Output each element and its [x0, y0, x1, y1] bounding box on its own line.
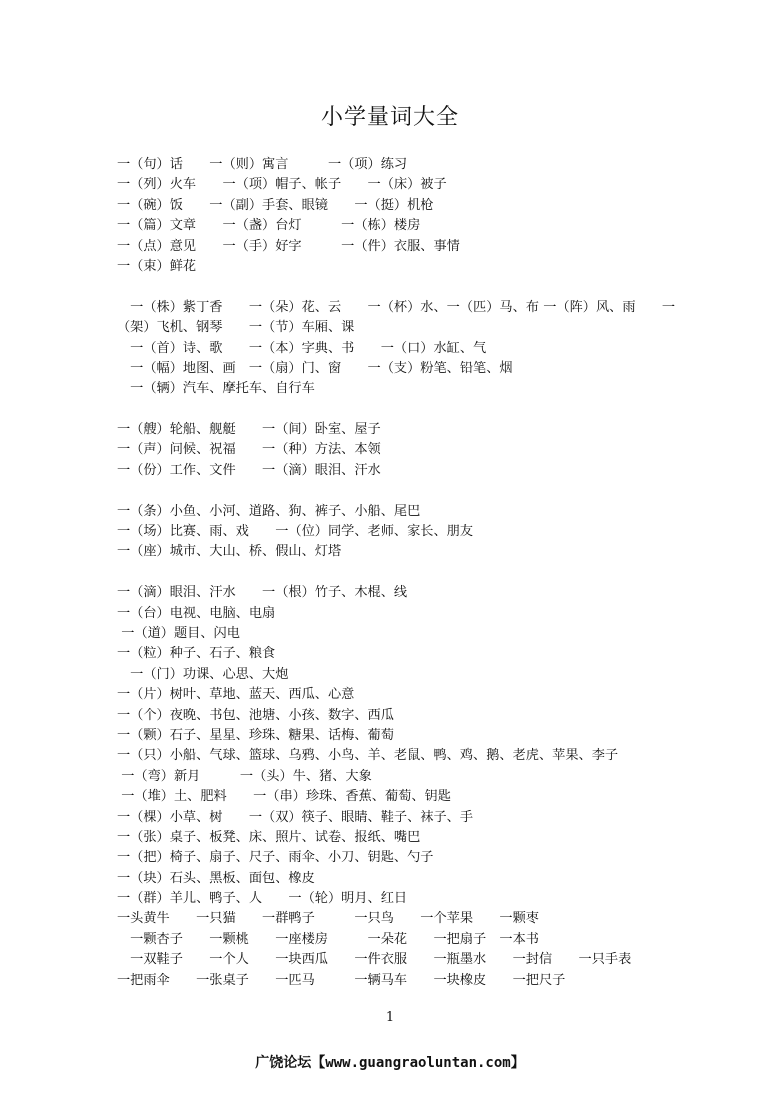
text-line: 一（滴）眼泪、汗水 一（根）竹子、木棍、线 — [117, 585, 408, 601]
text-line: 一（篇）文章 一（盏）台灯 一（栋）楼房 — [117, 218, 421, 234]
paragraph-gap — [117, 481, 757, 501]
text-line: 一（粒）种子、石子、粮食 — [117, 646, 276, 662]
text-line: 一（碗）饭 一（副）手套、眼镜 一（挺）机枪 — [117, 197, 434, 213]
paragraph-gap — [117, 277, 757, 297]
text-line: 一（把）椅子、扇子、尺子、雨伞、小刀、钥匙、勺子 — [117, 850, 434, 866]
text-line: 一（句）话 一（则）寓言 一（项）练习 — [117, 157, 408, 172]
text-line: 一（列）火车 一（项）帽子、帐子 一（床）被子 — [117, 177, 447, 193]
text-line: 一（株）紫丁香 一（朵）花、云 一（杯）水、一（匹）马、布 一（阵）风、雨 一 — [117, 299, 676, 315]
text-line: 一（门）功课、心思、大炮 — [117, 666, 289, 682]
text-line: 一（堆）土、肥料 一（串）珍珠、香蕉、葡萄、钥匙 — [117, 789, 451, 805]
text-line: 一头黄牛 一只猫 一群鸭子 一只鸟 一个苹果 一颗枣 — [117, 911, 539, 927]
paragraph-gap — [117, 400, 757, 420]
text-line: 一（点）意见 一（手）好字 一（件）衣服、事情 — [117, 238, 460, 254]
text-line: 一（声）问候、祝福 一（种）方法、本领 — [117, 442, 381, 458]
text-line: 一颗杏子 一颗桃 一座楼房 一朵花 一把扇子 一本书 — [117, 931, 539, 947]
text-line: 一（份）工作、文件 一（滴）眼泪、汗水 — [117, 462, 381, 478]
text-line: 一（座）城市、大山、桥、假山、灯塔 — [117, 544, 342, 560]
footer-watermark: 广饶论坛【www.guangraoluntan.com】 — [255, 1055, 525, 1071]
text-line: 一（艘）轮船、舰艇 一（间）卧室、屋子 — [117, 422, 381, 438]
text-line: 一（弯）新月 一（头）牛、猪、大象 — [117, 768, 372, 784]
document-title: 小学量词大全 — [320, 105, 459, 130]
page-number: 1 — [385, 1010, 395, 1025]
document-body — [117, 155, 757, 991]
text-line: 一（辆）汽车、摩托车、自行车 — [117, 381, 315, 397]
text-line: 一（只）小船、气球、篮球、乌鸦、小鸟、羊、老鼠、鸭、鸡、鹅、老虎、苹果、李子 — [117, 748, 619, 764]
text-line: （架）飞机、钢琴 一（节）车厢、课 — [117, 320, 355, 336]
text-line: 一（块）石头、黑板、面包、橡皮 — [117, 870, 315, 886]
paragraph-gap — [117, 563, 757, 583]
text-line: 一（条）小鱼、小河、道路、狗、裤子、小船、尾巴 — [117, 503, 421, 519]
text-line: 一（个）夜晚、书包、池塘、小孩、数字、西瓜 — [117, 707, 394, 723]
text-line: 一（幅）地图、画 一（扇）门、窗 一（支）粉笔、铅笔、烟 — [117, 360, 513, 376]
text-line: 一（场）比赛、雨、戏 一（位）同学、老师、家长、朋友 — [117, 524, 474, 540]
text-line: 一（道）题目、闪电 — [117, 625, 240, 641]
text-line: 一双鞋子 一个人 一块西瓜 一件衣服 一瓶墨水 一封信 一只手表 — [117, 952, 632, 968]
text-line: 一（片）树叶、草地、蓝天、西瓜、心意 — [117, 687, 355, 703]
text-line: 一（首）诗、歌 一（本）字典、书 一（口）水缸、气 — [117, 340, 487, 356]
text-line: 一（台）电视、电脑、电扇 — [117, 605, 276, 621]
text-line: 一把雨伞 一张桌子 一匹马 一辆马车 一块橡皮 一把尺子 — [117, 972, 566, 988]
text-line: 一（棵）小草、树 一（双）筷子、眼睛、鞋子、袜子、手 — [117, 809, 474, 825]
text-line: 一（颗）石子、星星、珍珠、糖果、话梅、葡萄 — [117, 727, 394, 743]
text-line: 一（束）鲜花 — [117, 258, 197, 274]
text-line: 一（群）羊儿、鸭子、人 一（轮）明月、红日 — [117, 891, 408, 907]
text-line: 一（张）桌子、板凳、床、照片、试卷、报纸、嘴巴 — [117, 829, 421, 845]
